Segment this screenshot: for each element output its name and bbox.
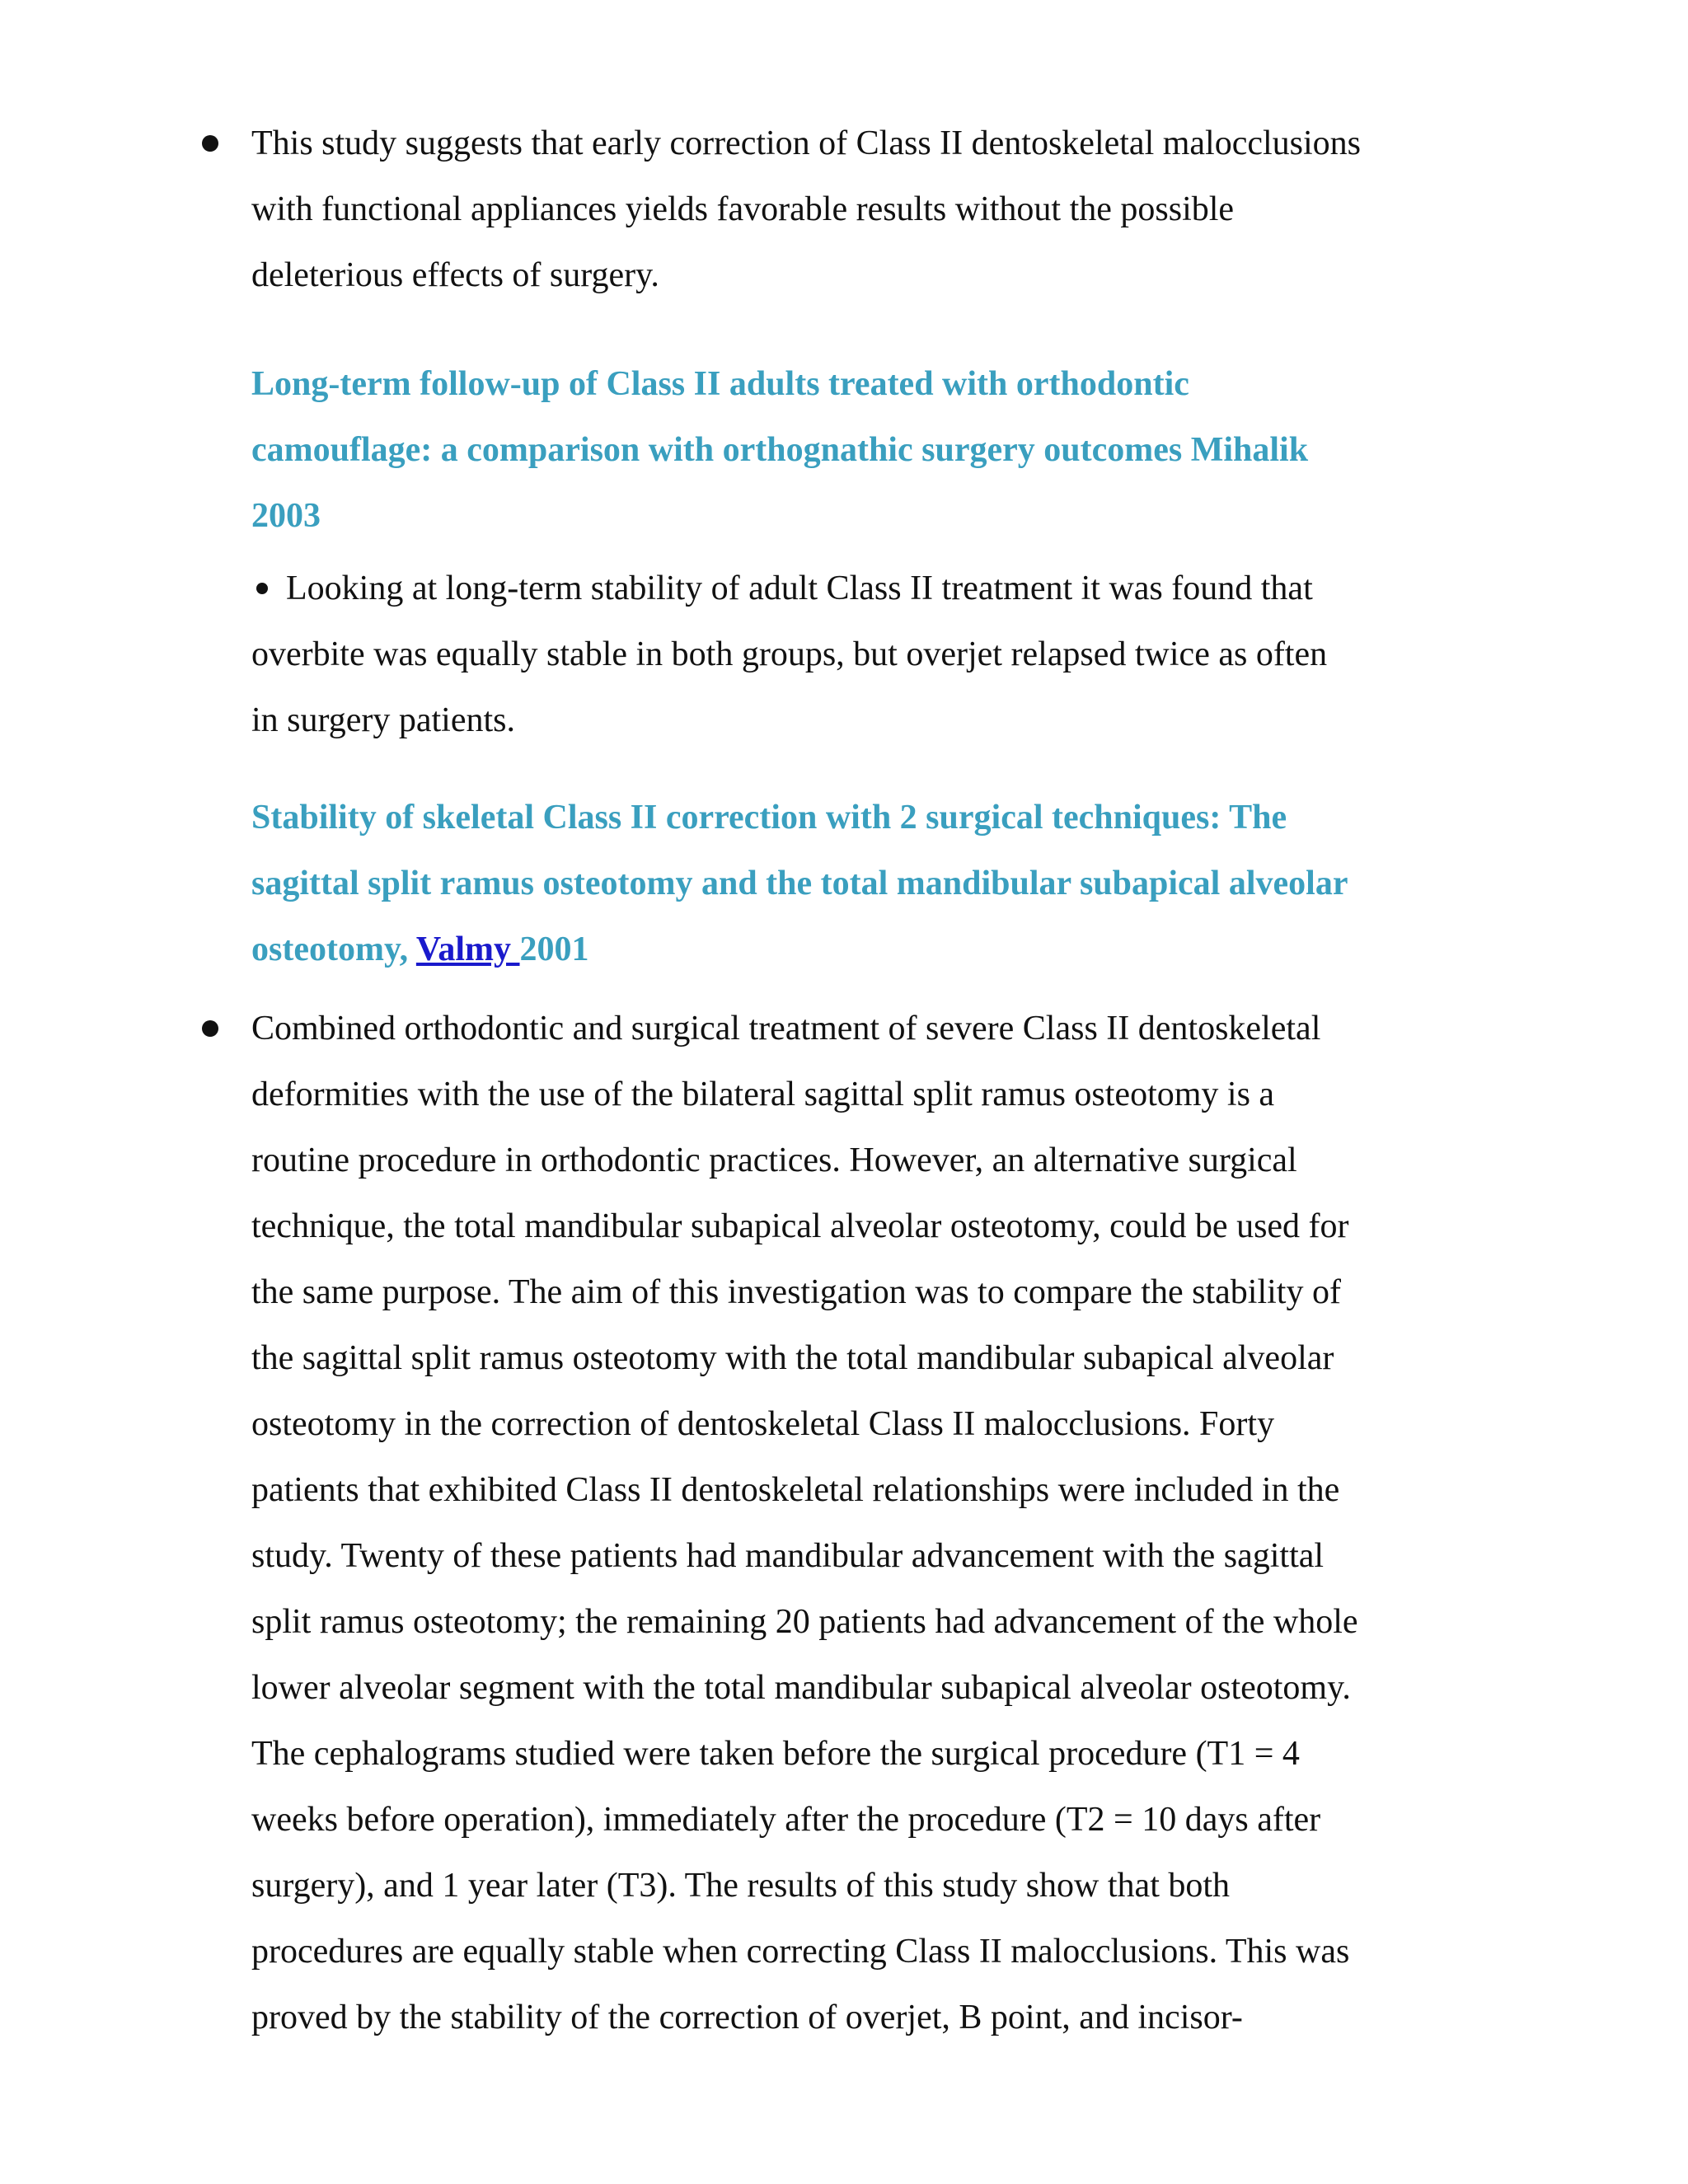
text-line: overbite was equally stable in both groups, but overjet relapsed twice as often: [251, 635, 1328, 673]
heading-line: [251, 916, 1521, 982]
text-line: with functional appliances yields favorable results without the possible: [251, 190, 1235, 228]
text-line: osteotomy in the correction of dentoskeletal Class II malocclusions. Forty: [251, 1405, 1275, 1443]
bullet-icon: [202, 1020, 218, 1037]
text-segment: Looking at long-term stability of adult Class II treatment it was found that: [286, 569, 1313, 607]
text-line: study. Twenty of these patients had mandibular advancement with the sagittal: [251, 1537, 1325, 1575]
text-line: Combined orthodontic and surgical treatment of severe Class II dentoskeletal: [251, 1010, 1321, 1047]
text-line: split ramus osteotomy; the remaining 20 patients had advancement of the whole: [251, 1603, 1358, 1641]
bullet-paragraph-3: [251, 996, 1521, 2050]
text-line: the sagittal split ramus osteotomy with the total mandibular subapical alveolar: [251, 1339, 1334, 1377]
bullet-icon: [256, 583, 268, 594]
bullet-paragraph-2: [251, 555, 1521, 753]
text-line: surgery), and 1 year later (T3). The results of this study show that both: [251, 1867, 1231, 1905]
text-line: deformities with the use of the bilateral sagittal split ramus osteotomy is a: [251, 1076, 1275, 1113]
heading-segment: 2001: [519, 930, 589, 968]
text-line: technique, the total mandibular subapical alveolar osteotomy, could be used for: [251, 1207, 1349, 1245]
text-line: The cephalograms studied were taken before the surgical procedure (T1 = 4: [251, 1735, 1300, 1773]
heading-line: camouflage: a comparison with orthognathic surgery outcomes Mihalik: [251, 431, 1309, 469]
study-heading-mihalik: [251, 351, 1521, 549]
text-line: procedures are equally stable when correcting Class II malocclusions. This was: [251, 1933, 1350, 1971]
text-line: deleterious effects of surgery.: [251, 256, 659, 294]
study-heading-valmy: [251, 785, 1521, 982]
text-line: [251, 555, 1521, 621]
text-line: This study suggests that early correction of Class II dentoskeletal malocclusions: [251, 124, 1362, 162]
heading-line: 2003: [251, 497, 321, 535]
text-line: in surgery patients.: [251, 701, 516, 739]
text-line: the same purpose. The aim of this investigation was to compare the stability of: [251, 1273, 1341, 1311]
text-line: weeks before operation), immediately after the procedure (T2 = 10 days after: [251, 1801, 1321, 1839]
heading-line: Long-term follow-up of Class II adults treated with orthodontic: [251, 365, 1189, 403]
bullet-paragraph-1: [251, 110, 1521, 308]
text-line: proved by the stability of the correction of overjet, B point, and incisor-: [251, 1999, 1243, 2036]
heading-line: sagittal split ramus osteotomy and the total mandibular subapical alveolar: [251, 865, 1348, 902]
text-line: patients that exhibited Class II dentoskeletal relationships were included in the: [251, 1471, 1340, 1509]
text-line: lower alveolar segment with the total mandibular subapical alveolar osteotomy.: [251, 1669, 1351, 1707]
heading-line: Stability of skeletal Class II correction with 2 surgical techniques: The: [251, 799, 1287, 837]
author-link-valmy[interactable]: Valmy: [415, 930, 520, 968]
heading-segment: osteotomy,: [251, 930, 416, 968]
text-line: routine procedure in orthodontic practices. However, an alternative surgical: [251, 1141, 1297, 1179]
bullet-icon: [202, 135, 218, 152]
